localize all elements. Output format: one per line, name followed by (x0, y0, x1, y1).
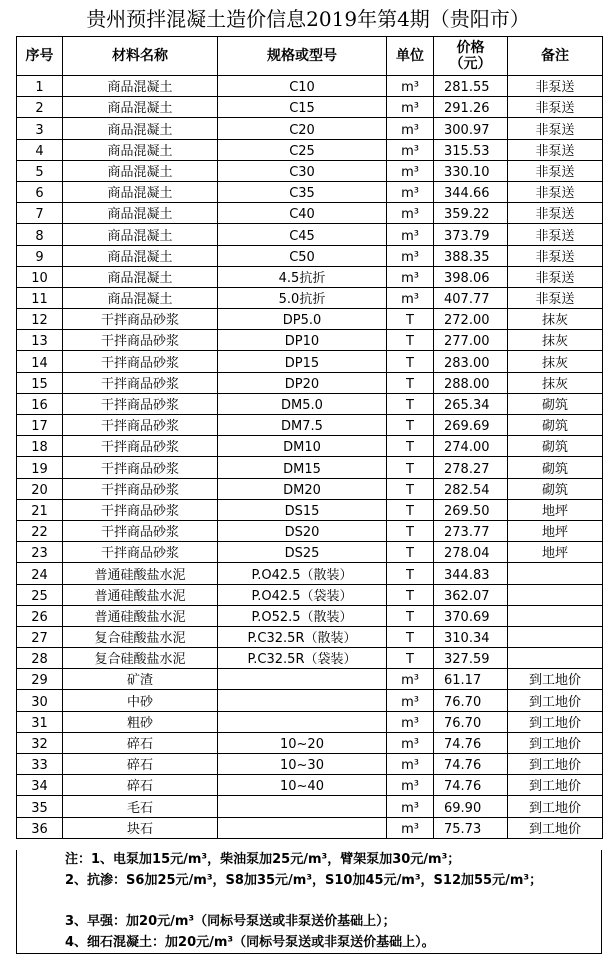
note-1: 注：1、电泵加15元/m³，柴油泵加25元/m³，臂架泵加30元/m³； (65, 852, 461, 867)
table-header-row (17, 37, 603, 76)
cell-remark: 到工地价 (508, 796, 603, 817)
cell-material-name: 干拌商品砂浆 (63, 457, 218, 478)
table-row (17, 266, 603, 287)
cell-price: 283.00 (434, 351, 508, 372)
cell-no: 29 (17, 669, 63, 690)
cell-remark (508, 563, 603, 584)
cell-unit: m³ (387, 245, 434, 266)
cell-material-name: 干拌商品砂浆 (63, 436, 218, 457)
cell-price: 278.27 (434, 457, 508, 478)
cell-unit: m³ (387, 690, 434, 711)
cell-price: 281.55 (434, 76, 508, 97)
table-row (17, 351, 603, 372)
cell-remark: 抹灰 (508, 372, 603, 393)
cell-price: 327.59 (434, 648, 508, 669)
cell-remark: 砌筑 (508, 436, 603, 457)
table-row (17, 648, 603, 669)
cell-no: 15 (17, 372, 63, 393)
cell-remark: 砌筑 (508, 457, 603, 478)
table-row (17, 309, 603, 330)
cell-no: 18 (17, 436, 63, 457)
cell-remark: 非泵送 (508, 139, 603, 160)
cell-material-name: 商品混凝土 (63, 245, 218, 266)
table-row (17, 542, 603, 563)
cell-price: 388.35 (434, 245, 508, 266)
cell-spec: P.O52.5（散装） (218, 605, 387, 626)
cell-material-name: 毛石 (63, 796, 218, 817)
cell-spec: 5.0抗折 (218, 287, 387, 308)
cell-price: 74.76 (434, 775, 508, 796)
cell-unit: m³ (387, 817, 434, 838)
cell-remark: 砌筑 (508, 393, 603, 414)
cell-remark: 非泵送 (508, 97, 603, 118)
cell-spec: DM10 (218, 436, 387, 457)
table-row (17, 478, 603, 499)
cell-unit: m³ (387, 796, 434, 817)
cell-no: 13 (17, 330, 63, 351)
cell-spec (218, 690, 387, 711)
cell-remark: 非泵送 (508, 224, 603, 245)
cell-unit: m³ (387, 711, 434, 732)
cell-price: 310.34 (434, 626, 508, 647)
cell-price: 344.83 (434, 563, 508, 584)
cell-unit: m³ (387, 181, 434, 202)
note-2: 2、抗渗：S6加25元/m³，S8加35元/m³，S10加45元/m³，S12加55元/m³； (65, 873, 543, 888)
cell-spec (218, 796, 387, 817)
cell-unit: T (387, 584, 434, 605)
cell-material-name: 干拌商品砂浆 (63, 520, 218, 541)
cell-material-name: 干拌商品砂浆 (63, 351, 218, 372)
cell-material-name: 普通硅酸盐水泥 (63, 605, 218, 626)
cell-no: 27 (17, 626, 63, 647)
table-body (17, 76, 603, 839)
cell-price: 300.97 (434, 118, 508, 139)
cell-unit: T (387, 499, 434, 520)
header-price (434, 37, 508, 76)
cell-remark: 非泵送 (508, 203, 603, 224)
cell-material-name: 干拌商品砂浆 (63, 330, 218, 351)
cell-material-name: 干拌商品砂浆 (63, 372, 218, 393)
cell-no: 5 (17, 160, 63, 181)
cell-remark (508, 626, 603, 647)
cell-material-name: 块石 (63, 817, 218, 838)
cell-unit: m³ (387, 76, 434, 97)
header-remark: 备注 (508, 37, 603, 76)
cell-price: 370.69 (434, 605, 508, 626)
cell-unit: m³ (387, 669, 434, 690)
table-row (17, 520, 603, 541)
cell-spec (218, 817, 387, 838)
cell-material-name: 碎石 (63, 775, 218, 796)
cell-material-name: 商品混凝土 (63, 287, 218, 308)
cell-price: 344.66 (434, 181, 508, 202)
cell-unit: T (387, 436, 434, 457)
cell-spec: C25 (218, 139, 387, 160)
cell-spec: P.C32.5R（散装） (218, 626, 387, 647)
cell-no: 23 (17, 542, 63, 563)
cell-no: 3 (17, 118, 63, 139)
cell-no: 33 (17, 754, 63, 775)
cell-material-name: 碎石 (63, 754, 218, 775)
table-row (17, 118, 603, 139)
cell-spec: DP15 (218, 351, 387, 372)
cell-no: 8 (17, 224, 63, 245)
cell-no: 34 (17, 775, 63, 796)
cell-spec: C45 (218, 224, 387, 245)
cell-no: 2 (17, 97, 63, 118)
table-row (17, 563, 603, 584)
table-row (17, 245, 603, 266)
cell-spec (218, 669, 387, 690)
cell-unit: m³ (387, 754, 434, 775)
table-row (17, 626, 603, 647)
cell-material-name: 商品混凝土 (63, 76, 218, 97)
header-name: 材料名称 (63, 37, 218, 76)
cell-material-name: 粗砂 (63, 711, 218, 732)
cell-unit: m³ (387, 266, 434, 287)
cell-remark: 地坪 (508, 520, 603, 541)
cell-spec: P.C32.5R（袋装） (218, 648, 387, 669)
cell-no: 14 (17, 351, 63, 372)
cell-no: 21 (17, 499, 63, 520)
cell-material-name: 干拌商品砂浆 (63, 478, 218, 499)
cell-unit: T (387, 330, 434, 351)
cell-unit: m³ (387, 118, 434, 139)
note-3: 3、早强：加20元/m³（同标号泵送或非泵送价基础上）； (65, 914, 396, 929)
cell-spec: C15 (218, 97, 387, 118)
cell-material-name: 商品混凝土 (63, 203, 218, 224)
cell-unit: T (387, 393, 434, 414)
cell-no: 16 (17, 393, 63, 414)
cell-remark: 非泵送 (508, 76, 603, 97)
cell-material-name: 普通硅酸盐水泥 (63, 584, 218, 605)
cell-unit: m³ (387, 203, 434, 224)
table-row (17, 796, 603, 817)
cell-unit: T (387, 626, 434, 647)
cell-spec: DP10 (218, 330, 387, 351)
cell-price: 61.17 (434, 669, 508, 690)
cell-remark: 到工地价 (508, 690, 603, 711)
cell-spec: 10~20 (218, 732, 387, 753)
table-row (17, 160, 603, 181)
cell-price: 272.00 (434, 309, 508, 330)
cell-no: 11 (17, 287, 63, 308)
table-row (17, 393, 603, 414)
cell-spec: C20 (218, 118, 387, 139)
cell-unit: T (387, 415, 434, 436)
cell-material-name: 商品混凝土 (63, 224, 218, 245)
cell-price: 274.00 (434, 436, 508, 457)
cell-remark: 非泵送 (508, 245, 603, 266)
table-row (17, 372, 603, 393)
cell-material-name: 干拌商品砂浆 (63, 393, 218, 414)
table-row (17, 754, 603, 775)
cell-remark: 非泵送 (508, 287, 603, 308)
cell-price: 273.77 (434, 520, 508, 541)
header-unit: 单位 (387, 37, 434, 76)
cell-spec: C50 (218, 245, 387, 266)
cell-remark: 非泵送 (508, 118, 603, 139)
table-row (17, 139, 603, 160)
cell-price: 282.54 (434, 478, 508, 499)
table-row (17, 76, 603, 97)
cell-price: 362.07 (434, 584, 508, 605)
table-row (17, 181, 603, 202)
cell-material-name: 复合硅酸盐水泥 (63, 648, 218, 669)
cell-spec: DS25 (218, 542, 387, 563)
table-row (17, 584, 603, 605)
cell-spec: 4.5抗折 (218, 266, 387, 287)
table-row (17, 690, 603, 711)
table-row (17, 224, 603, 245)
cell-material-name: 商品混凝土 (63, 160, 218, 181)
cell-material-name: 商品混凝土 (63, 181, 218, 202)
cell-remark: 抹灰 (508, 309, 603, 330)
cell-remark (508, 648, 603, 669)
cell-unit: m³ (387, 160, 434, 181)
cell-remark (508, 605, 603, 626)
cell-spec: C10 (218, 76, 387, 97)
cell-unit: T (387, 457, 434, 478)
cell-price: 407.77 (434, 287, 508, 308)
document-title: 贵州预拌混凝土造价信息2019年第4期（贵阳市） (86, 7, 530, 31)
cell-remark: 非泵送 (508, 181, 603, 202)
cell-price: 315.53 (434, 139, 508, 160)
table-row (17, 775, 603, 796)
cell-price: 330.10 (434, 160, 508, 181)
cell-unit: T (387, 605, 434, 626)
cell-no: 22 (17, 520, 63, 541)
cell-price: 76.70 (434, 711, 508, 732)
cell-unit: m³ (387, 732, 434, 753)
cell-unit: m³ (387, 97, 434, 118)
cell-material-name: 复合硅酸盐水泥 (63, 626, 218, 647)
cell-spec: C35 (218, 181, 387, 202)
cell-price: 75.73 (434, 817, 508, 838)
table-row (17, 605, 603, 626)
table-row (17, 97, 603, 118)
cell-no: 9 (17, 245, 63, 266)
cell-no: 35 (17, 796, 63, 817)
cell-no: 4 (17, 139, 63, 160)
table-row (17, 330, 603, 351)
cell-spec: DM5.0 (218, 393, 387, 414)
table-row (17, 669, 603, 690)
header-spec: 规格或型号 (218, 37, 387, 76)
cell-unit: T (387, 542, 434, 563)
table-row (17, 415, 603, 436)
table-row (17, 287, 603, 308)
cell-no: 26 (17, 605, 63, 626)
table-row (17, 711, 603, 732)
cell-remark: 到工地价 (508, 775, 603, 796)
cell-unit: m³ (387, 139, 434, 160)
cell-remark: 到工地价 (508, 754, 603, 775)
cell-spec: C30 (218, 160, 387, 181)
cell-price: 74.76 (434, 754, 508, 775)
cell-no: 19 (17, 457, 63, 478)
notes-section (16, 850, 602, 954)
note-4: 4、细石混凝土：加20元/m³（同标号泵送或非泵送价基础上）。 (65, 935, 435, 950)
cell-unit: m³ (387, 224, 434, 245)
header-price-label: 价格（元） (449, 40, 492, 72)
cell-no: 20 (17, 478, 63, 499)
cell-spec: DM20 (218, 478, 387, 499)
cell-spec (218, 711, 387, 732)
cell-price: 288.00 (434, 372, 508, 393)
cell-no: 24 (17, 563, 63, 584)
cell-no: 6 (17, 181, 63, 202)
cell-spec: DP5.0 (218, 309, 387, 330)
cell-no: 32 (17, 732, 63, 753)
cell-spec: 10~30 (218, 754, 387, 775)
cell-spec: P.O42.5（袋装） (218, 584, 387, 605)
price-table (16, 36, 603, 839)
cell-material-name: 普通硅酸盐水泥 (63, 563, 218, 584)
cell-price: 277.00 (434, 330, 508, 351)
cell-unit: T (387, 520, 434, 541)
cell-price: 69.90 (434, 796, 508, 817)
cell-no: 17 (17, 415, 63, 436)
table-row (17, 203, 603, 224)
cell-price: 398.06 (434, 266, 508, 287)
cell-unit: T (387, 372, 434, 393)
cell-remark: 地坪 (508, 542, 603, 563)
cell-price: 373.79 (434, 224, 508, 245)
cell-price: 359.22 (434, 203, 508, 224)
table-row (17, 499, 603, 520)
header-no: 序号 (17, 37, 63, 76)
cell-unit: T (387, 648, 434, 669)
cell-material-name: 碎石 (63, 732, 218, 753)
cell-unit: T (387, 351, 434, 372)
cell-remark: 砌筑 (508, 415, 603, 436)
cell-no: 10 (17, 266, 63, 287)
cell-price: 265.34 (434, 393, 508, 414)
cell-remark (508, 584, 603, 605)
cell-remark: 到工地价 (508, 669, 603, 690)
cell-unit: m³ (387, 775, 434, 796)
cell-material-name: 商品混凝土 (63, 266, 218, 287)
cell-no: 25 (17, 584, 63, 605)
cell-spec: DM15 (218, 457, 387, 478)
cell-spec: DS20 (218, 520, 387, 541)
cell-price: 269.50 (434, 499, 508, 520)
cell-unit: T (387, 478, 434, 499)
cell-spec: 10~40 (218, 775, 387, 796)
cell-price: 291.26 (434, 97, 508, 118)
cell-unit: T (387, 309, 434, 330)
table-row (17, 436, 603, 457)
cell-material-name: 干拌商品砂浆 (63, 415, 218, 436)
cell-material-name: 商品混凝土 (63, 139, 218, 160)
cell-no: 12 (17, 309, 63, 330)
cell-spec: C40 (218, 203, 387, 224)
cell-material-name: 矿渣 (63, 669, 218, 690)
cell-remark: 非泵送 (508, 160, 603, 181)
cell-remark: 到工地价 (508, 732, 603, 753)
cell-no: 30 (17, 690, 63, 711)
cell-no: 28 (17, 648, 63, 669)
cell-remark: 抹灰 (508, 330, 603, 351)
cell-remark: 到工地价 (508, 711, 603, 732)
cell-spec: DM7.5 (218, 415, 387, 436)
cell-material-name: 商品混凝土 (63, 118, 218, 139)
cell-price: 278.04 (434, 542, 508, 563)
cell-spec: P.O42.5（散装） (218, 563, 387, 584)
cell-no: 31 (17, 711, 63, 732)
cell-material-name: 干拌商品砂浆 (63, 499, 218, 520)
cell-remark: 砌筑 (508, 478, 603, 499)
cell-material-name: 干拌商品砂浆 (63, 542, 218, 563)
cell-price: 74.76 (434, 732, 508, 753)
table-row (17, 817, 603, 838)
cell-spec: DS15 (218, 499, 387, 520)
cell-material-name: 中砂 (63, 690, 218, 711)
cell-material-name: 干拌商品砂浆 (63, 309, 218, 330)
cell-unit: m³ (387, 287, 434, 308)
cell-no: 7 (17, 203, 63, 224)
cell-remark: 抹灰 (508, 351, 603, 372)
table-row (17, 457, 603, 478)
cell-spec: DP20 (218, 372, 387, 393)
cell-price: 76.70 (434, 690, 508, 711)
cell-remark: 地坪 (508, 499, 603, 520)
cell-no: 1 (17, 76, 63, 97)
cell-remark: 到工地价 (508, 817, 603, 838)
table-row (17, 732, 603, 753)
cell-unit: T (387, 563, 434, 584)
cell-remark: 非泵送 (508, 266, 603, 287)
cell-material-name: 商品混凝土 (63, 97, 218, 118)
cell-price: 269.69 (434, 415, 508, 436)
cell-no: 36 (17, 817, 63, 838)
